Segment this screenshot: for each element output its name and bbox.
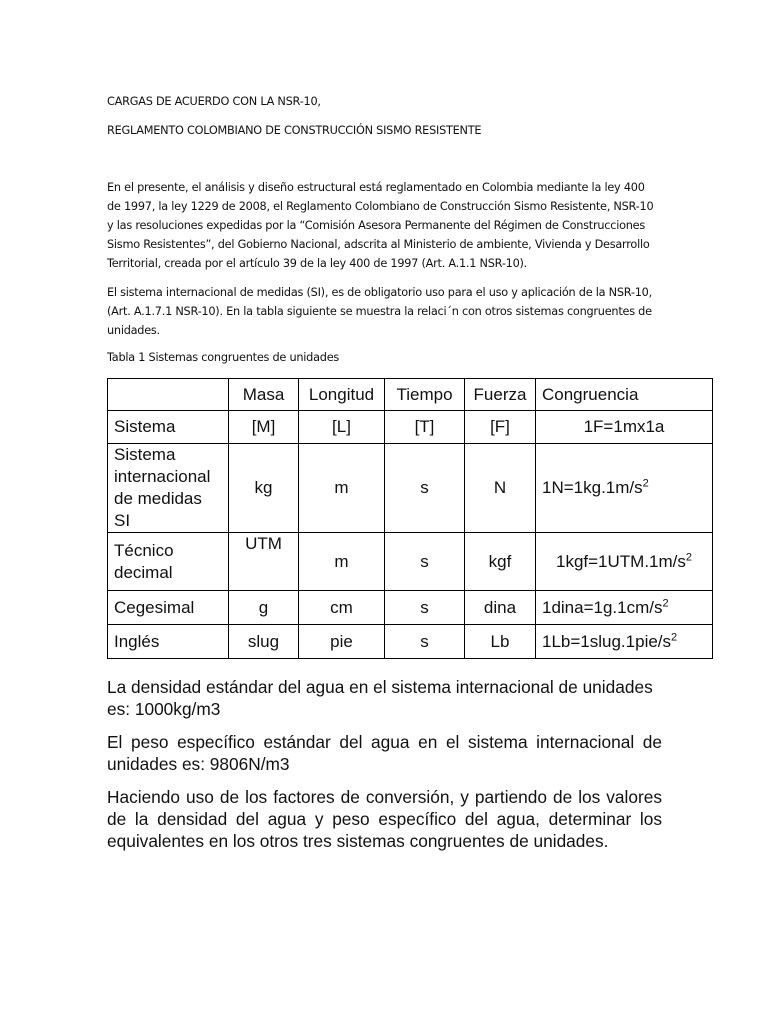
paragraph-line: El sistema internacional de medidas (SI), es de obligatorio uso para el uso y aplicación de la NSR-10, <box>107 286 652 299</box>
table-header-cell: Congruencia <box>536 379 713 411</box>
table-congruence-cell <box>536 533 713 591</box>
table-cell: UTM <box>229 533 299 591</box>
table-row-label <box>108 444 229 533</box>
table-cell: kgf <box>465 533 536 591</box>
table-cell: N <box>465 444 536 533</box>
table-row-label-line: Sistema <box>114 445 176 464</box>
table-row-label-line: decimal <box>114 562 173 582</box>
superscript: 2 <box>642 477 649 490</box>
table-row-label: Sistema <box>108 411 229 444</box>
water-density-paragraph <box>107 676 662 720</box>
table-row <box>108 591 713 625</box>
table-cell: s <box>385 591 465 625</box>
table-caption: Tabla 1 Sistemas congruentes de unidades <box>107 351 340 364</box>
intro-paragraph <box>107 178 667 273</box>
table-cell: g <box>229 591 299 625</box>
table-cell: [T] <box>385 411 465 444</box>
specific-weight-paragraph: El peso específico estándar del agua en el sistema internacional de unidades es: 9806N/m3 <box>107 732 662 774</box>
table-row-label <box>108 591 229 625</box>
table-cell: [F] <box>465 411 536 444</box>
paragraph-line: de 1997, la ley 1229 de 2008, el Reglamento Colombiano de Construcción Sismo Resistente, NSR-10 <box>107 200 654 213</box>
table-cell: m <box>299 533 385 591</box>
superscript: 2 <box>662 596 669 609</box>
table-cell: s <box>385 444 465 533</box>
table-row <box>108 444 713 533</box>
table-row <box>108 533 713 591</box>
table-cell: m <box>299 444 385 533</box>
paragraph-line: Sismo Resistentes”, del Gobierno Nacional, adscrita al Ministerio de ambiente, Vivienda y Desarrollo <box>107 238 650 251</box>
table-cell: [L] <box>299 411 385 444</box>
si-paragraph <box>107 283 667 340</box>
congruence-formula: 1Lb=1slug.1pie/s <box>542 631 672 651</box>
table-row-label <box>108 533 229 591</box>
table-cell: pie <box>299 625 385 659</box>
table-cell: kg <box>229 444 299 533</box>
table-cell: s <box>385 625 465 659</box>
document-heading-2: REGLAMENTO COLOMBIANO DE CONSTRUCCIÓN SISMO RESISTENTE <box>107 124 482 137</box>
paragraph-line: Territorial, creada por el artículo 39 de la ley 400 de 1997 (Art. A.1.1 NSR-10). <box>107 257 528 270</box>
table-row-label-line: internacional <box>114 467 211 486</box>
table-congruence-cell <box>536 625 713 659</box>
paragraph-line: En el presente, el análisis y diseño estructural está reglamentado en Colombia mediante la ley 400 <box>107 181 645 194</box>
superscript: 2 <box>671 630 678 643</box>
table-cell: [M] <box>229 411 299 444</box>
table-header-cell: Masa <box>229 379 299 411</box>
paragraph-line: La densidad estándar del agua en el sistema internacional de unidades <box>107 677 653 697</box>
table-cell: Lb <box>465 625 536 659</box>
exercise-paragraph: Haciendo uso de los factores de conversión, y partiendo de los valores de la densidad del agua y peso específico del agua, determinar los equivalentes en los otros tres sistemas congruentes de unidades. <box>107 787 662 851</box>
table-cell: cm <box>299 591 385 625</box>
congruence-formula: 1N=1kg.1m/s <box>542 478 643 497</box>
table-congruence-cell <box>536 591 713 625</box>
table-header-cell: Tiempo <box>385 379 465 411</box>
paragraph-line: (Art. A.1.7.1 NSR-10). En la tabla siguiente se muestra la relaci´n con otros sistemas congruentes de <box>107 305 652 318</box>
table-row-label-line: de medidas SI <box>114 489 202 530</box>
table-cell: dina <box>465 591 536 625</box>
congruence-formula: 1kgf=1UTM.1m/s <box>555 551 686 571</box>
table-cell: s <box>385 533 465 591</box>
units-table <box>107 378 713 659</box>
table-header-row <box>108 379 713 411</box>
table-row-label-line: Técnico <box>114 540 174 560</box>
table-congruence-cell <box>536 444 713 533</box>
table-cell: slug <box>229 625 299 659</box>
table-row-label-line: Cegesimal <box>114 597 195 617</box>
superscript: 2 <box>685 550 693 563</box>
paragraph-line: y las resoluciones expedidas por la “Comisión Asesora Permanente del Régimen de Construcciones <box>107 219 646 232</box>
table-row-label <box>108 625 229 659</box>
table-row-label-line: Inglés <box>114 631 160 651</box>
table-dimension-row <box>108 411 713 444</box>
table-header-cell: Longitud <box>299 379 385 411</box>
congruence-formula: 1dina=1g.1cm/s <box>542 597 663 617</box>
table-row <box>108 625 713 659</box>
table-header-empty-cell <box>108 379 229 411</box>
table-header-cell: Fuerza <box>465 379 536 411</box>
table-cell: 1F=1mx1a <box>536 411 713 444</box>
paragraph-line: es: 1000kg/m3 <box>107 699 221 719</box>
paragraph-line: unidades. <box>107 324 160 337</box>
document-heading-1: CARGAS DE ACUERDO CON LA NSR-10, <box>107 95 321 108</box>
